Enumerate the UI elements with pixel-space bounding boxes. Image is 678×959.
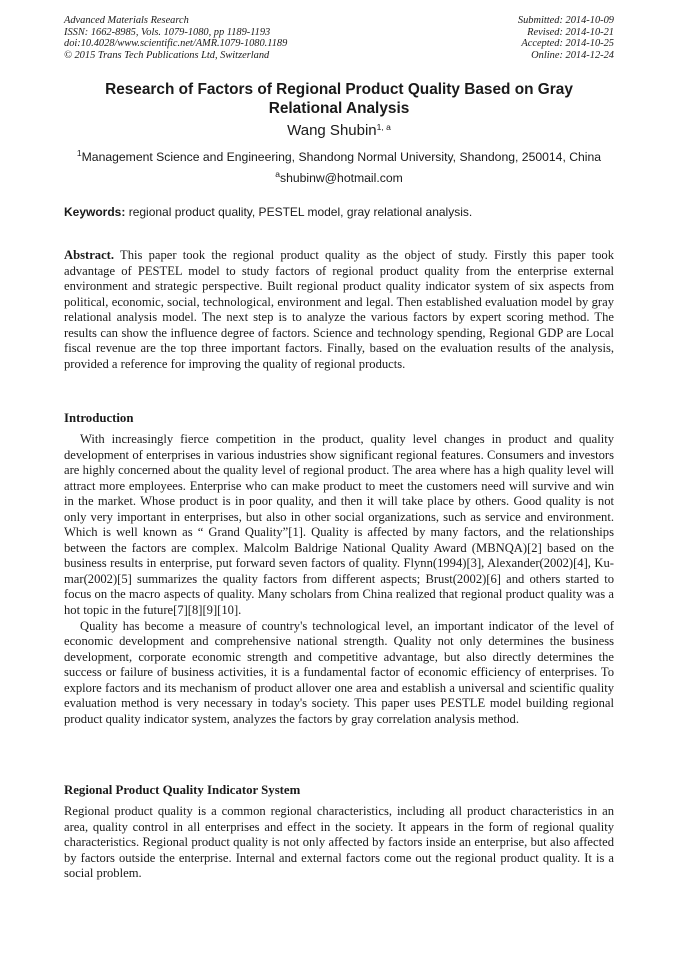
abstract-label: Abstract. — [64, 248, 115, 262]
indicator-system-heading: Regional Product Quality Indicator System — [64, 783, 301, 797]
journal-copyright: © 2015 Trans Tech Publications Ltd, Switzerland — [64, 49, 270, 61]
author-name: Wang Shubin — [287, 122, 377, 139]
paper-title: Research of Factors of Regional Product Quality Based on Gray Relational Analysis — [105, 81, 573, 117]
publication-dates — [518, 15, 614, 61]
introduction-paragraph-2: Quality has become a measure of country's technological level, an important indicator of the level of economic development and comprehensive national strength. Quality not only determines the business development, corporate economic strength and competitive advantage, but also directly determines the success or failure of business activities, it is a fundamental factor of economic efficiency of enterprises. To explore factors and its mechanism of product allover one area and establish a universal and scientific quality evaluation method is very necessary in today's society. This paper uses PESTLE model building regional product quality indicator system, analyzes the factors by gray correlation analysis method. — [64, 618, 614, 726]
email-address[interactable]: shubinw@hotmail.com — [279, 171, 403, 185]
keywords-text: regional product quality, PESTEL model, gray relational analysis. — [128, 205, 473, 219]
journal-issn: ISSN: 1662-8985, Vols. 1079-1080, pp 1189-1193 — [64, 26, 271, 38]
email-superscript: a — [275, 169, 280, 179]
keywords — [64, 204, 624, 220]
introduction-heading: Introduction — [64, 411, 134, 425]
abstract — [64, 248, 614, 372]
author-superscript: 1, a — [376, 122, 391, 132]
indicator-system-body — [64, 804, 614, 882]
abstract-text: This paper took the regional product quality as the object of study. Firstly this paper took advantage of PESTEL model to study factors of regional product quality from the enterprise external environment and strategic perspective. Built regional product quality indicator system of six aspects from political, economic, social, technological, environment and legal. Then established evaluation model by gray relational analysis model. The next step is to analyze the various factors by expert scoring method. The results can show the influence degree of factors. Science and technology spending, Regional GDP are Local fiscal revenue are the top three important factors. Finally, based on the evaluation results of the analysis, provided a reference for improving the quality of regional products. — [64, 248, 615, 371]
affiliation-superscript: 1 — [76, 148, 82, 158]
affiliation — [0, 149, 678, 165]
date-online: Online: 2014-12-24 — [531, 49, 614, 61]
introduction-paragraph-1: With increasingly fierce competition in the product, quality level changes in product and quality development of enterprises in various industries show significant regional features. Consumers and investors are highly concerned about the quality level of regional product. The area where has a high quality level will attract more employees. Enterprise who can make product to meet the customers need will survive and win in the market. Whose product is in poor quality, and then it will take place by others. Good quality is not only very important in enterprises, but also in other social organizations, such as service and environment. Which is well known as “ Grand Quality”[1]. Quality is affected by many factors, and the relationships between the factors are complex. Malcolm Baldrige National Quality Award (MBNQA)[2] based on the business results in enterprise, put forward seven factors of quality. Flynn(1994)[3], Alexander(2002)[4], Ku-mar(2002)[5] summarizes the quality factors from different aspects; Brust(2002)[6] and others started to focus on the macro aspects of quality. Many scholars from China realized that regional product quality was a hot topic in the future[7][8][9][10]. — [64, 432, 614, 618]
journal-doi: doi:10.4028/www.scientific.net/AMR.1079-1080.1189 — [64, 38, 288, 50]
date-submitted: Submitted: 2014-10-09 — [517, 15, 614, 26]
keywords-label: Keywords: — [64, 205, 126, 219]
date-revised: Revised: 2014-10-21 — [527, 26, 614, 38]
journal-name: Advanced Materials Research — [64, 15, 189, 26]
date-accepted: Accepted: 2014-10-25 — [521, 38, 614, 50]
affiliation-text: Management Science and Engineering, Shandong Normal University, Shandong, 250014, China — [81, 150, 602, 164]
journal-info — [64, 15, 287, 61]
author-email — [0, 170, 678, 186]
indicator-system-paragraph-1: Regional product quality is a common regional characteristics, including all product characteristics in an area, quality control in all enterprises and effect in the society. It appears in the form of regional quality characteristics. Regional product quality is not only affected by factors inside an enterprise, but also affected by factors outside the enterprise. Internal and external factors come out the regional product quality. It is a social problem. — [64, 804, 614, 881]
introduction-body — [64, 432, 614, 727]
author — [0, 122, 678, 140]
